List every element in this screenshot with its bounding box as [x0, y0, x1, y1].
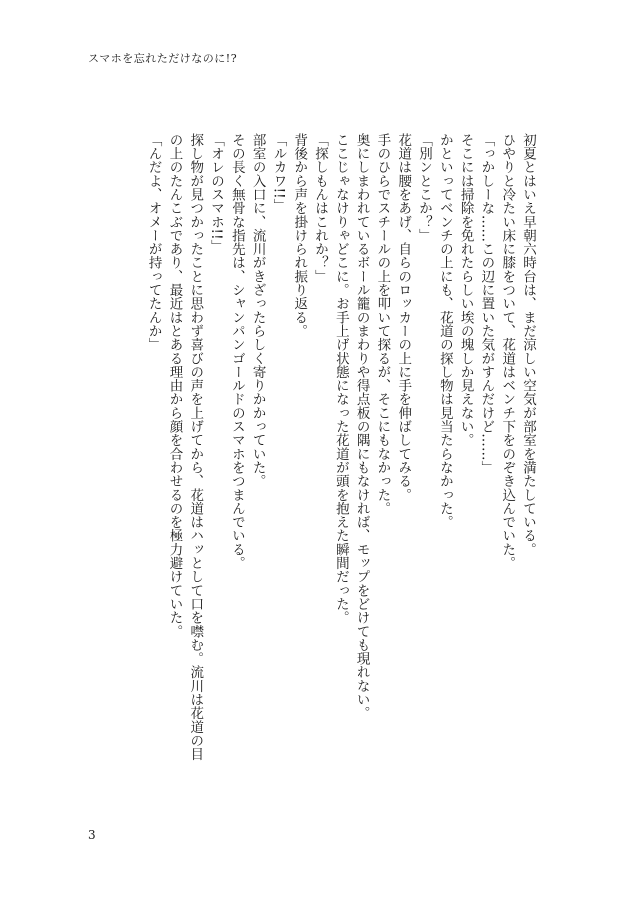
- text-line: 背後から声を掛けられ振り返る。: [291, 133, 308, 338]
- text-line: そこには掃除を免れたらしい埃の塊しか見えない。: [457, 133, 474, 447]
- text-line: 部室の入口に、流川がきざったらしく寄りかかっていた。: [249, 133, 266, 488]
- text-line: 探し物が見つかったことに思わず喜びの声を上げてから、花道はハッとして口を噤む。流川は花道の目: [187, 133, 204, 761]
- text-line: ひやりと冷たい床に膝をついて、花道はベンチ下をのぞき込んでいた。: [499, 133, 516, 570]
- page-number: 3: [88, 828, 96, 842]
- text-line: の上のたんこぶであり、最近はとある理由から顔を合わせるのを極力避けていた。: [166, 133, 183, 639]
- vertical-text-body: [78, 133, 538, 823]
- text-line: ここじゃなけりゃどこに。お手上げ状態になった花道が頭を抱えた瞬間だった。: [332, 133, 349, 625]
- text-line: 奥にしまわれているボール籠のまわりや得点板の隅にもなければ、モップをどけても現れない。: [353, 133, 370, 720]
- running-header: スマホを忘れただけなのに!?: [88, 52, 238, 65]
- text-line: 「っかしーな……この辺に置いた気がすんだけど……」: [478, 133, 495, 475]
- text-line: かといってベンチの上にも、花道の探し物は見当たらなかった。: [436, 133, 453, 529]
- text-line: 手のひらでスチールの上を叩いて探るが、そこにもなかった。: [374, 133, 391, 516]
- text-line: 「んだよ、オメーが持ってたんか」: [145, 133, 162, 352]
- text-line: 「別ンとこか？」: [416, 133, 433, 243]
- text-line: その長く無骨な指先は、シャンパンゴールドのスマホをつまんでいる。: [228, 133, 245, 570]
- text-line: 「ルカワ!!」: [270, 133, 287, 213]
- text-line: 花道は腰をあげ、自らのロッカーの上に手を伸ばしてみる。: [395, 133, 412, 502]
- text-line: 初夏とはいえ早朝六時台は、まだ涼しい空気が部室を満たしている。: [520, 133, 536, 557]
- text-line: 「オレのスマホ!!」: [208, 133, 225, 254]
- text-line: 「探しもんはこれか？」: [312, 133, 329, 284]
